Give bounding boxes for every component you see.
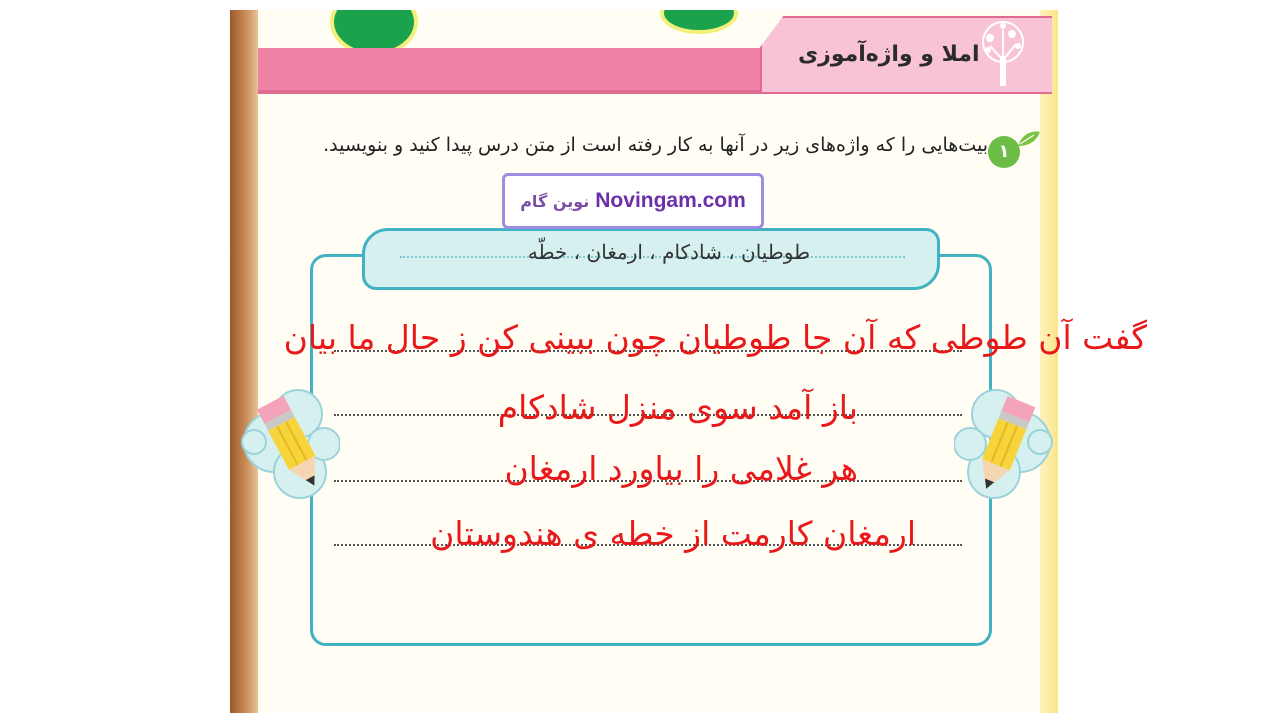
pencil-icon bbox=[238, 372, 340, 512]
decorative-blob bbox=[660, 10, 738, 34]
watermark-box bbox=[502, 173, 764, 229]
exercise-number-badge: ۱ bbox=[988, 136, 1020, 168]
textbook-page bbox=[230, 10, 1058, 713]
pencil-icon bbox=[954, 372, 1056, 512]
wordbank-words: طوطیان ، شادکام ، ارمغان ، خطّه bbox=[527, 240, 810, 264]
answer-line-1: گفت آن طوطی که آن جا طوطیان چون ببینی کن ز حال ما بیان bbox=[283, 318, 1147, 357]
leaf-icon bbox=[1016, 128, 1042, 150]
watermark-english: Novingam.com bbox=[595, 189, 746, 212]
section-title: املا و واژه‌آموزی bbox=[798, 42, 980, 67]
answer-line-4: ارمغان کارمت از خطه ی هندوستان bbox=[430, 514, 916, 553]
watermark-persian: نوین گام bbox=[520, 191, 590, 211]
answer-line-2: باز آمد سوی منزل شادکام bbox=[497, 388, 858, 427]
exercise-instruction: بیت‌هایی را که واژه‌های زیر در آنها به کار رفته است از متن درس پیدا کنید و بنویسید. bbox=[323, 134, 988, 156]
page-edge bbox=[1040, 10, 1058, 713]
tree-icon bbox=[968, 16, 1038, 88]
answer-line-3: هر غلامی را بیاورد ارمغان bbox=[504, 449, 858, 488]
book-spine bbox=[230, 10, 258, 713]
